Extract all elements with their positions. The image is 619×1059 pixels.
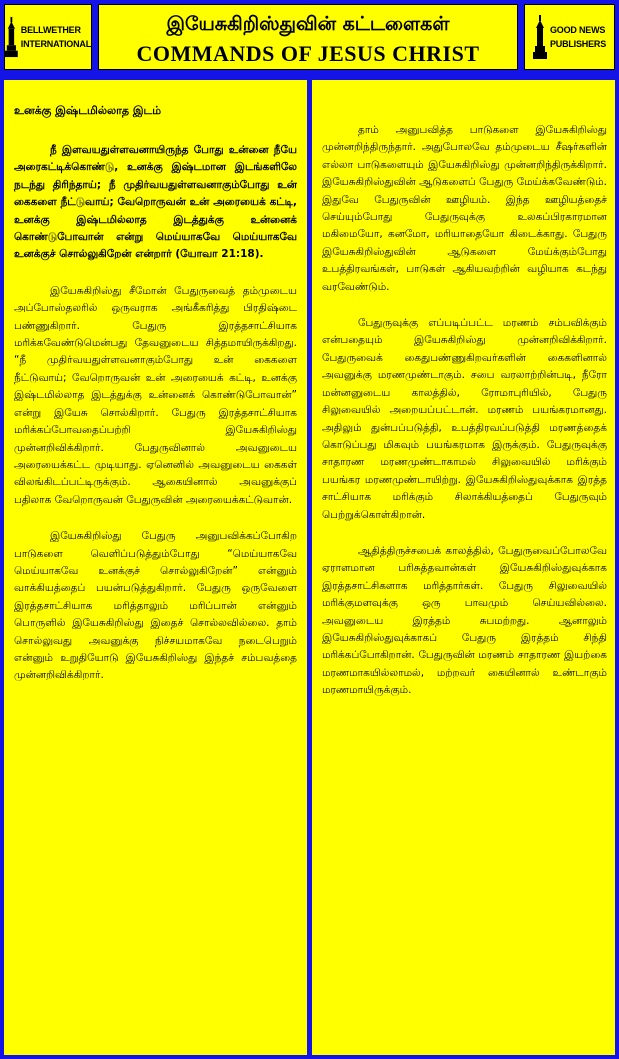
left-paragraph-2: இயேசுகிறிஸ்து பேதுரு அனுபவிக்கப்போகிற பாடுகளை வெளிப்படுத்தும்போது “மெய்யாகவே மெய்யாகவே உனக்குச் சொல்லுகிறேன்” என்னும் வாக்கியத்தைப் பயன்படுத்துகிறார். பேதுரு ஒருவேளை இரத்தசாட்சியாக மரித்தாலும் மரிப்பான் என்னும் பொருளில் இயேசுகிறிஸ்து இதைச் சொல்லவில்லை. தாம் சொல்லுவது அவனுக்கு நிச்சயமாகவே நடைபெறும் என்னும் உறுதியோடு இயேசுகிறிஸ்து இந்தச் சம்பவத்தை முன்னறிவிக்கிறார். <box>14 530 297 682</box>
bellwether-tower-icon <box>5 15 18 59</box>
title-box <box>98 4 518 70</box>
right-logo-line1: GOOD NEWS <box>549 25 606 35</box>
page-title-english: COMMANDS OF JESUS CHRIST <box>136 41 480 66</box>
right-column <box>312 80 615 1055</box>
page-header <box>4 4 615 72</box>
right-paragraph-3: ஆதித்திருச்சபைக் காலத்தில், பேதுருவைப்போலவே ஏராளமான பரிசுத்தவான்கள் இயேசுகிறிஸ்துவுக்காக இரத்தசாட்சிகளாக மரித்தார்கள். பேதுரு சிலுவையில் மரிக்குமளவுக்கு ஒரு பாவமும் செய்யவில்லை. அவனுடைய இரத்தம் சுபமற்றது. ஆனாலும் இயேசுகிறிஸ்துவுக்காகப் பேதுரு இரத்தம் சிந்தி மரிக்கப்போகிறான். பேதுருவின் மரணம் சாதாரண இயற்கை மரணமாகயில்லாமல், மற்றவர் கையினால் உண்டாகும் மரணமாயிருக்கும். <box>322 544 607 697</box>
page-title-tamil: இயேசுகிறிஸ்துவின் கட்டளைகள் <box>166 13 450 35</box>
left-logo-line2: INTERNATIONAL <box>20 39 91 49</box>
bellwether-logo <box>4 4 92 70</box>
right-logo-line2: PUBLISHERS <box>549 39 606 49</box>
left-column <box>4 80 307 1055</box>
right-paragraph-2: பேதுருவுக்கு எப்படிப்பட்ட மரணம் சம்பவிக்கும் என்பதையும் இயேசுகிறிஸ்து முன்னறிவிக்கிறார். பேதுருவைக் கைதுபண்ணுகிறவர்களின் கைகளினால் அவனுக்கு மரணமுண்டாகும். சபை வரலாற்றின்படி, நீரோ மன்னனுடைய காலத்தில், ரோமாபுரியில், பேதுரு சிலுவையில் அறையப்பட்டான். மரணம் பயங்கரமானது. அதிலும் துன்பப்படுத்தி, உபத்திரவப்படுத்தி மரணத்தைக் கொடுப்பது மிகவும் பயங்கரமாக இருக்கும். பேதுருவுக்கு சாதாரண மரணமுண்டாகாமல் சிலுவையில் மரிக்கும் பயங்கர மரணமுண்டாயிற்று. இயேசுகிறிஸ்துவுக்காக இரத்த சாட்சியாக மரிக்கும் சிலாக்கியத்தைப் பேதுருவும் பெற்றுக்கொள்கிறான். <box>322 317 607 521</box>
right-paragraph-1: தாம் அனுபவித்த பாடுகளை இயேசுகிறிஸ்து முன்னறிந்திருந்தார். அதுபோலவே தம்முடைய சீஷர்களின் எல்லா பாடுகளையும் இயேசுகிறிஸ்து முன்னறிந்திருக்கிறார். இயேசுகிறிஸ்துவின் ஆடுகளைப் பேதுரு மேய்க்கவேண்டும். இதுவே பேதுருவின் ஊழியம். இந்த ஊழியத்தைச் செய்யும்போது பேதுருவுக்கு உலகப்பிரகாரமான மகிமையோ, கனமோ, மரியாதையோ கிடைக்காது. பேதுரு இயேசுகிறிஸ்துவின் ஆடுகளை மேய்க்கும்போது உபத்திரவங்கள், பாடுகள் ஆகியவற்றின் வழியாக கடந்து வரவேண்டும். <box>322 124 607 293</box>
good-news-tower-icon <box>533 15 547 59</box>
left-paragraph-1: இயேசுகிறிஸ்து சீமோன் பேதுருவைத் தம்முடைய அப்போஸ்தலரில் ஒருவராக அங்கீகரித்து பிரதிஷ்டை பண்ணுகிறார். பேதுரு இரத்தசாட்சியாக மரிக்கவேண்டுமென்பது தேவனுடைய சித்தமாயிருக்கிறது. “நீ முதிர்வயதுள்ளவனாகும்போது உன் கைகளை நீட்டுவாய்; வேறொருவன் உன் அரையைக் கட்டி, உனக்கு இஷ்டமில்லாத இடத்துக்கு உன்னைக் கொண்டுபோவான்” என்று இயேசு சொல்கிறார். பேதுரு இரத்தசாட்சியாக மரிக்கப்போவதைப்பற்றி இயேசுகிறிஸ்து முன்னறிவிக்கிறார். பேதுருவினால் அவனுடைய அரையைக்கட்ட முடியாது. ஏனெனில் அவனுடைய கைகள் விலங்கிடப்பட்டிருக்கும். ஆகையினால் அவனுக்குப் பதிலாக வேறொருவன் பேதுருவின் அரையைக்கட்டுவான். <box>14 284 297 506</box>
good-news-logo <box>524 4 615 70</box>
section-heading: உனக்கு இஷ்டமில்லாத இடம் <box>14 104 162 117</box>
scripture-verse: நீ இளவயதுள்ளவனாயிருந்த போது உன்னை நீயே அரைகட்டிக்கொண்டு, உனக்கு இஷ்டமான இடங்களிலே நடந்து திரிந்தாய்; நீ முதிர்வயதுள்ளவனாகும்போது உன் கைகளை நீட்டுவாய்; வேறொருவன் உன் அரையைக் கட்டி, உனக்கு இஷ்டமில்லாத இடத்துக்கு உன்னைக் கொண்டுபோவான் என்று மெய்யாகவே மெய்யாகவே உனக்குச் சொல்லுகிறேன் என்றார் (யோவா 21:18). <box>14 144 297 261</box>
left-logo-line1: BELLWETHER <box>20 25 81 35</box>
